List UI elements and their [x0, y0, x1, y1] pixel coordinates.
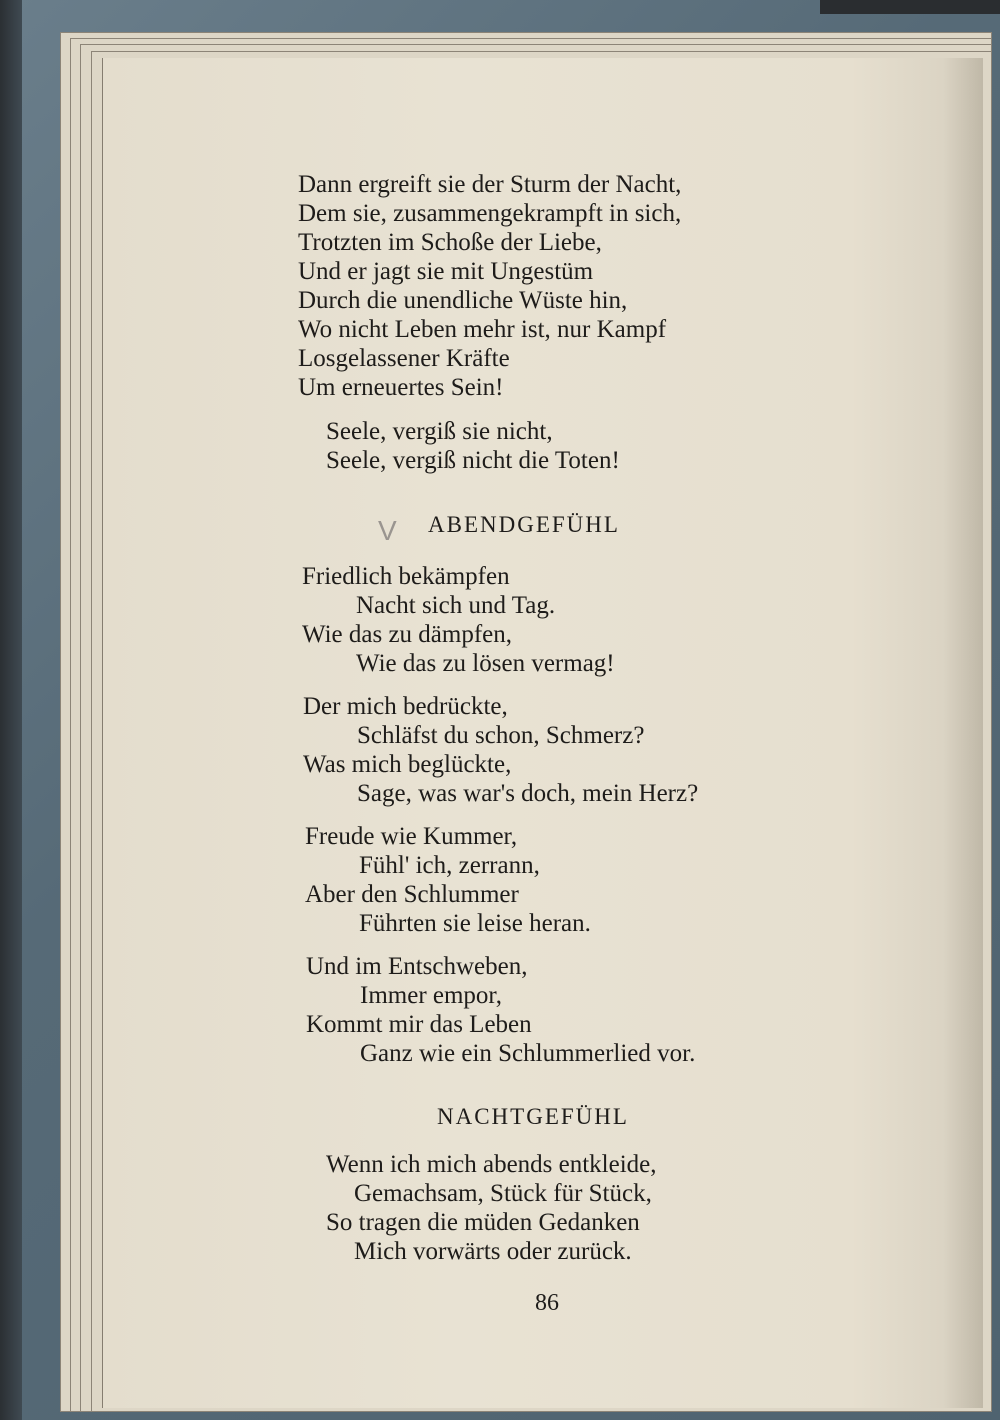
page-gutter-shadow — [943, 58, 983, 1408]
verse-line: Friedlich bekämpfen — [302, 563, 510, 590]
verse-line: Mich vorwärts oder zurück. — [354, 1238, 632, 1265]
poem-1-stanza-4 — [306, 952, 695, 1068]
verse-line: Gemachsam, Stück für Stück, — [354, 1180, 652, 1207]
verse-line: Aber den Schlummer — [305, 881, 519, 908]
verse-line: Losgelassener Kräfte — [298, 345, 510, 372]
verse-line: Wie das zu dämpfen, — [302, 621, 513, 648]
verse-line: Nacht sich und Tag. — [356, 592, 556, 619]
poem-1-stanza-2 — [303, 692, 698, 808]
verse-line: Trotzten im Schoße der Liebe, — [298, 229, 602, 256]
cover-corner — [820, 0, 1000, 14]
verse-line: So tragen die müden Gedanken — [326, 1209, 640, 1236]
verse-line: Immer empor, — [360, 982, 503, 1009]
pencil-mark: V — [378, 515, 397, 546]
verse-line: Kommt mir das Leben — [306, 1011, 532, 1038]
verse-line: Fühl' ich, zerrann, — [359, 852, 540, 879]
verse-line: Und im Entschweben, — [306, 953, 528, 980]
verse-line: Wenn ich mich abends entkleide, — [326, 1151, 657, 1178]
poem-2-stanza-1 — [326, 1150, 657, 1266]
verse-line: Durch die unendliche Wüste hin, — [298, 287, 628, 314]
verse-line: Wie das zu lösen vermag! — [356, 650, 615, 677]
verse-line: Schläfst du schon, Schmerz? — [357, 722, 645, 749]
verse-line: Führten sie leise heran. — [359, 910, 591, 937]
poem-title-nachtgefuehl: NACHTGEFÜHL — [437, 1104, 629, 1129]
verse-line: Dem sie, zusammengekrampft in sich, — [298, 200, 682, 227]
verse-line: Wo nicht Leben mehr ist, nur Kampf — [298, 316, 667, 343]
cover-spine-edge — [0, 0, 22, 1420]
page-number: 86 — [535, 1290, 559, 1316]
verse-line: Seele, vergiß nicht die Toten! — [326, 447, 620, 474]
stanza-2 — [298, 417, 620, 475]
poem-1-stanza-1 — [302, 562, 615, 678]
poem-1-stanza-3 — [305, 822, 591, 938]
verse-line: Sage, was war's doch, mein Herz? — [357, 780, 699, 807]
verse-line: Um erneuertes Sein! — [298, 374, 504, 401]
poem-title-abendgefuehl: ABENDGEFÜHL — [428, 512, 620, 537]
verse-line: Dann ergreift sie der Sturm der Nacht, — [298, 171, 682, 198]
verse-line: Was mich beglückte, — [303, 751, 512, 778]
verse-line: Ganz wie ein Schlummerlied vor. — [360, 1040, 696, 1067]
stanza-1 — [298, 170, 681, 402]
verse-line: Freude wie Kummer, — [305, 823, 518, 850]
verse-line: Der mich bedrückte, — [303, 693, 508, 720]
verse-line: Und er jagt sie mit Ungestüm — [298, 258, 594, 285]
verse-line: Seele, vergiß sie nicht, — [326, 418, 553, 445]
